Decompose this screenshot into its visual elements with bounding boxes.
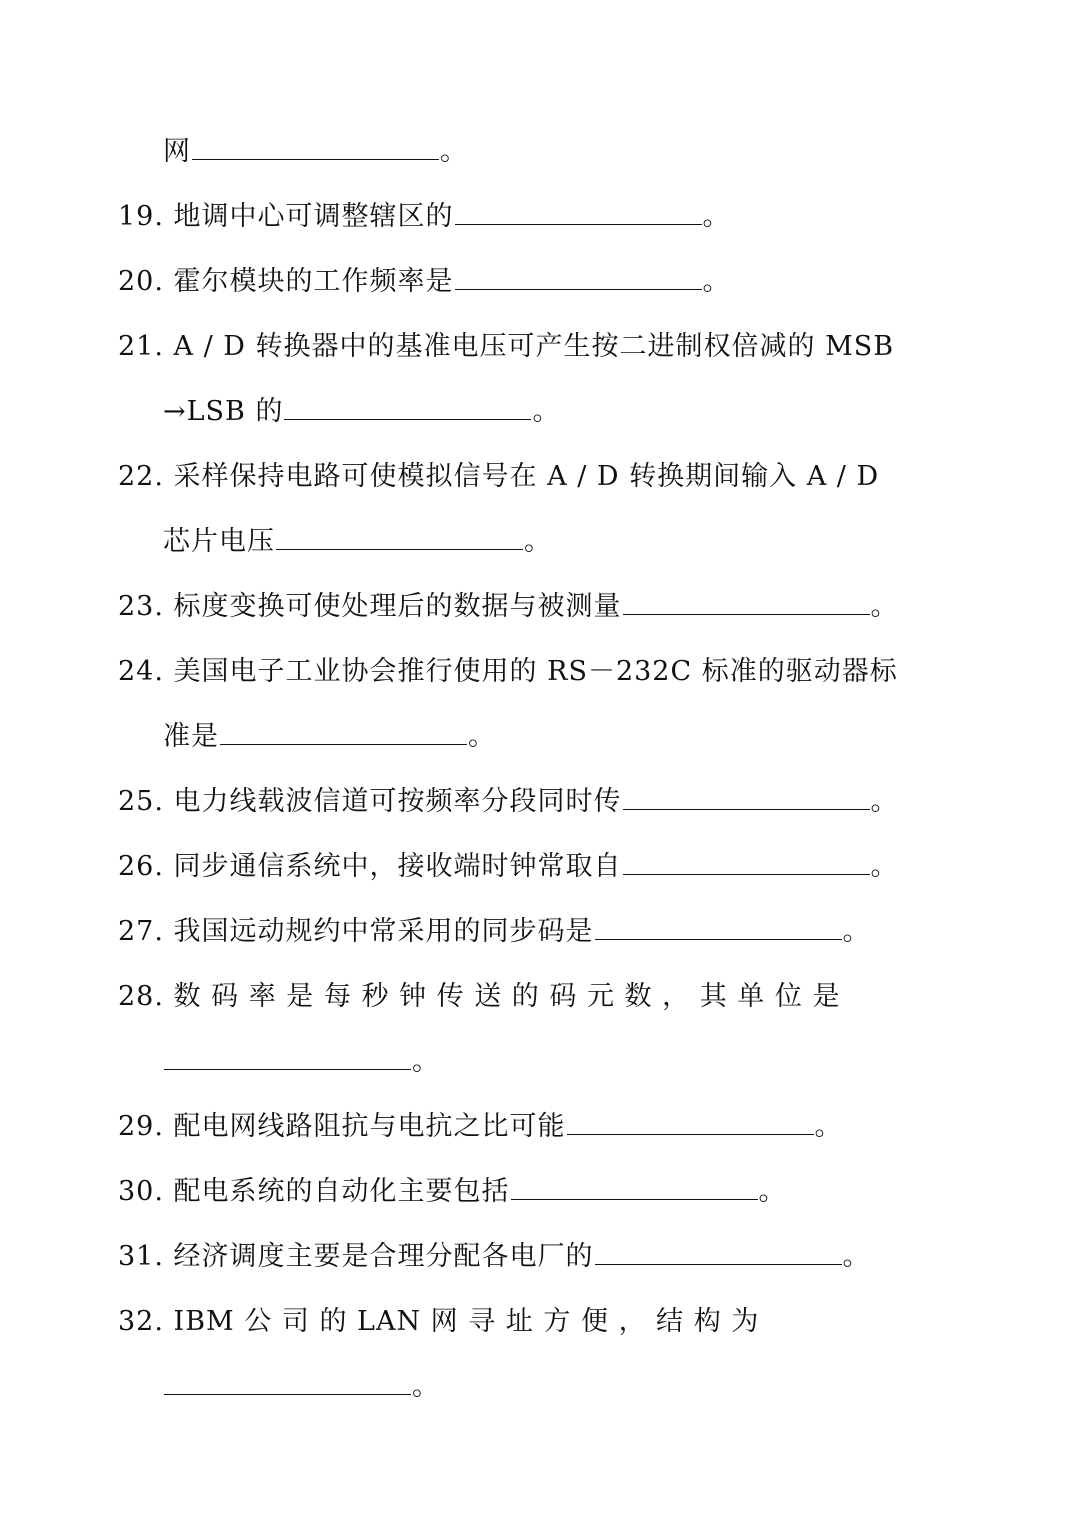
question-number: 21. (118, 331, 164, 362)
question-text: 配电网线路阻抗与电抗之比可能 (173, 1111, 566, 1142)
answer-blank[interactable] (623, 844, 870, 875)
question-text: 数 码 率 是 每 秒 钟 传 送 的 码 元 数 ， 其 单 位 是 (173, 981, 841, 1012)
answer-blank[interactable] (284, 389, 531, 420)
question-text: 地调中心可调整辖区的 (173, 201, 454, 232)
question-text: 同步通信系统中，接收端时钟常取自 (173, 851, 622, 882)
answer-blank[interactable] (276, 519, 523, 550)
question-number: 27. (118, 916, 164, 947)
item-32-continuation: 。 (163, 1364, 963, 1410)
answer-blank[interactable] (595, 1234, 842, 1265)
item-22 (118, 454, 918, 500)
question-number: 25. (118, 786, 164, 817)
question-number: 26. (118, 851, 164, 882)
question-text: 准是 (163, 721, 219, 752)
question-text: 采样保持电路可使模拟信号在 A / D 转换期间输入 A / D (173, 461, 880, 492)
answer-blank[interactable] (455, 259, 702, 290)
answer-blank[interactable] (455, 194, 702, 225)
question-number: 30. (118, 1176, 164, 1207)
question-number: 19. (118, 201, 164, 232)
item-30: 30. 配电系统的自动化主要包括 。 (118, 1169, 918, 1215)
question-number: 32. (118, 1306, 164, 1337)
item-29: 29. 配电网线路阻抗与电抗之比可能 。 (118, 1104, 918, 1150)
item-24-continuation: 准是 。 (163, 714, 963, 760)
question-number: 24. (118, 656, 164, 687)
answer-blank[interactable] (623, 584, 870, 615)
question-text: 美国电子工业协会推行使用的 RS－232C 标准的驱动器标 (173, 656, 898, 687)
answer-blank[interactable] (511, 1169, 758, 1200)
question-number: 20. (118, 266, 164, 297)
question-text: A / D 转换器中的基准电压可产生按二进制权倍减的 MSB (173, 331, 895, 362)
item-21 (118, 324, 918, 370)
question-text: 标度变换可使处理后的数据与被测量 (173, 591, 622, 622)
question-number: 31. (118, 1241, 164, 1272)
item-20: 20. 霍尔模块的工作频率是 。 (118, 259, 918, 305)
item-32 (118, 1299, 918, 1345)
question-number: 29. (118, 1111, 164, 1142)
question-number: 23. (118, 591, 164, 622)
item-26: 26. 同步通信系统中，接收端时钟常取自 。 (118, 844, 918, 890)
answer-blank[interactable] (220, 714, 467, 745)
question-number: 28. (118, 981, 164, 1012)
question-text: 经济调度主要是合理分配各电厂的 (173, 1241, 594, 1272)
answer-blank[interactable] (567, 1104, 814, 1135)
item-31: 31. 经济调度主要是合理分配各电厂的 。 (118, 1234, 918, 1280)
answer-blank[interactable] (192, 129, 439, 160)
question-text: 我国远动规约中常采用的同步码是 (173, 916, 594, 947)
question-text: →LSB 的 (163, 396, 284, 427)
question-text: 电力线载波信道可按频率分段同时传 (173, 786, 622, 817)
answer-blank[interactable] (164, 1039, 411, 1070)
question-text: 网 (163, 136, 191, 167)
answer-blank[interactable] (595, 909, 842, 940)
question-text: IBM 公 司 的 LAN 网 寻 址 方 便 ， 结 构 为 (173, 1306, 760, 1337)
item-28 (118, 974, 918, 1020)
answer-blank[interactable] (623, 779, 870, 810)
question-text: 芯片电压 (163, 526, 275, 557)
item-28-continuation: 。 (163, 1039, 963, 1085)
item-24 (118, 649, 918, 695)
item-19: 19. 地调中心可调整辖区的 。 (118, 194, 918, 240)
question-text: 霍尔模块的工作频率是 (173, 266, 454, 297)
item-18-continuation: 网 。 (163, 129, 963, 175)
question-text: 配电系统的自动化主要包括 (173, 1176, 510, 1207)
item-23: 23. 标度变换可使处理后的数据与被测量 。 (118, 584, 918, 630)
answer-blank[interactable] (164, 1364, 411, 1395)
item-21-continuation: →LSB 的 。 (163, 389, 963, 435)
question-number: 22. (118, 461, 164, 492)
item-22-continuation: 芯片电压 。 (163, 519, 963, 565)
item-25: 25. 电力线载波信道可按频率分段同时传 。 (118, 779, 918, 825)
item-27: 27. 我国远动规约中常采用的同步码是 。 (118, 909, 918, 955)
